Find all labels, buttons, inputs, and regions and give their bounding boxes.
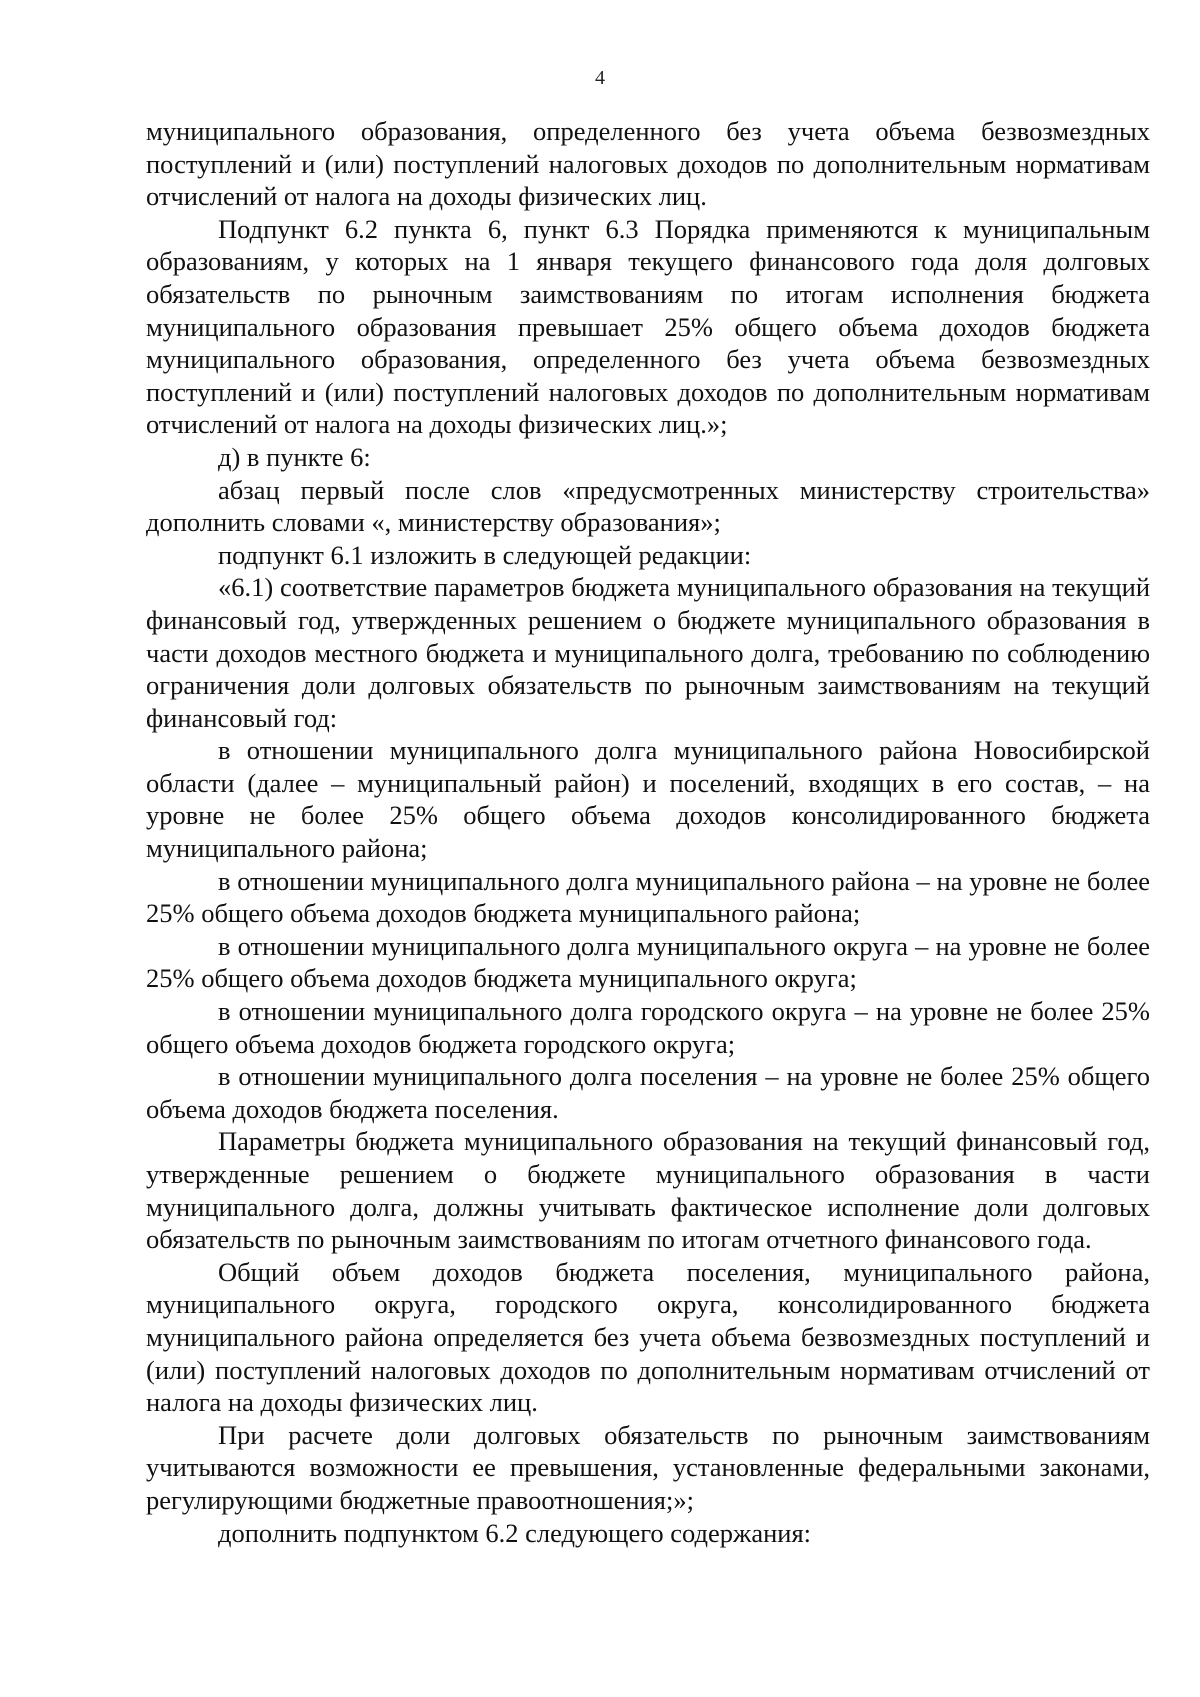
document-body xyxy=(146,115,1150,1549)
paragraph-debt-calculation: При расчете доли долговых обязательств по рыночным заимствованиям учитываются возможности ее превышения, установленные федеральными законами, регулирующими бюджетные правоотношения;»; xyxy=(146,1419,1150,1515)
paragraph-municipal-okrug: в отношении муниципального долга муниципального округа – на уровне не более 25% общего объема доходов бюджета муниципального округа; xyxy=(146,930,1150,994)
paragraph-subitem-6-1: «6.1) соответствие параметров бюджета муниципального образования на текущий финансовый год, утвержденных решением о бюджете муниципального образования в части доходов местного бюджета и муниципального долга, требованию по соблюдению ограничения доли долговых обязательств по рыночным заимствованиям на текущий финансовый год: xyxy=(146,572,1150,733)
page-number: 4 xyxy=(595,67,605,89)
paragraph-add-subitem-6-2: дополнить подпунктом 6.2 следующего содержания: xyxy=(218,1517,812,1548)
paragraph-district-consolidated: в отношении муниципального долга муниципального района Новосибирской области (далее – муниципальный район) и поселений, входящих в его состав, – на уровне не более 25% общего объема доходов консолидированного бюджета муниципального района; xyxy=(146,735,1150,864)
paragraph-applicability: Подпункт 6.2 пункта 6, пункт 6.3 Порядка применяются к муниципальным образованиям, у которых на 1 января текущего финансового года доля долговых обязательств по рыночным заимствованиям по итогам исполнения бюджета муниципального образования превышает 25% общего объема доходов бюджета муниципального образования, определенного без учета объема безвозмездных поступлений и (или) поступлений налоговых доходов по дополнительным нормативам отчислений от налога на доходы физических лиц.»; xyxy=(146,213,1150,440)
paragraph-item-d: д) в пункте 6: xyxy=(218,441,371,472)
paragraph-budget-parameters: Параметры бюджета муниципального образования на текущий финансовый год, утвержденные решением о бюджете муниципального образования в части муниципального долга, должны учитывать фактическое исполнение доли долговых обязательств по рыночным заимствованиям по итогам отчетного финансового года. xyxy=(146,1126,1150,1255)
paragraph-city-okrug: в отношении муниципального долга городского округа – на уровне не более 25% общего объема доходов бюджета городского округа; xyxy=(146,996,1150,1059)
paragraph-continuation: муниципального образования, определенного без учета объема безвозмездных поступлений и (или) поступлений налоговых доходов по дополнительным нормативам отчислений от налога на доходы физических лиц. xyxy=(146,116,1150,212)
paragraph-first-abzac: абзац первый после слов «предусмотренных министерству строительства» дополнить словами «, министерству образования»; xyxy=(146,474,1150,538)
paragraph-district: в отношении муниципального долга муниципального района – на уровне не более 25% общего объема доходов бюджета муниципального района; xyxy=(146,865,1150,929)
paragraph-settlement: в отношении муниципального долга поселения – на уровне не более 25% общего объема доходов бюджета поселения. xyxy=(146,1061,1150,1124)
paragraph-subitem-6-1-intro: подпункт 6.1 изложить в следующей редакции: xyxy=(218,539,752,570)
paragraph-total-revenue: Общий объем доходов бюджета поселения, муниципального района, муниципального округа, городского округа, консолидированного бюджета муниципального района определяется без учета объема безвозмездных поступлений и (или) поступлений налоговых доходов по дополнительным нормативам отчислений от налога на доходы физических лиц. xyxy=(146,1256,1150,1418)
